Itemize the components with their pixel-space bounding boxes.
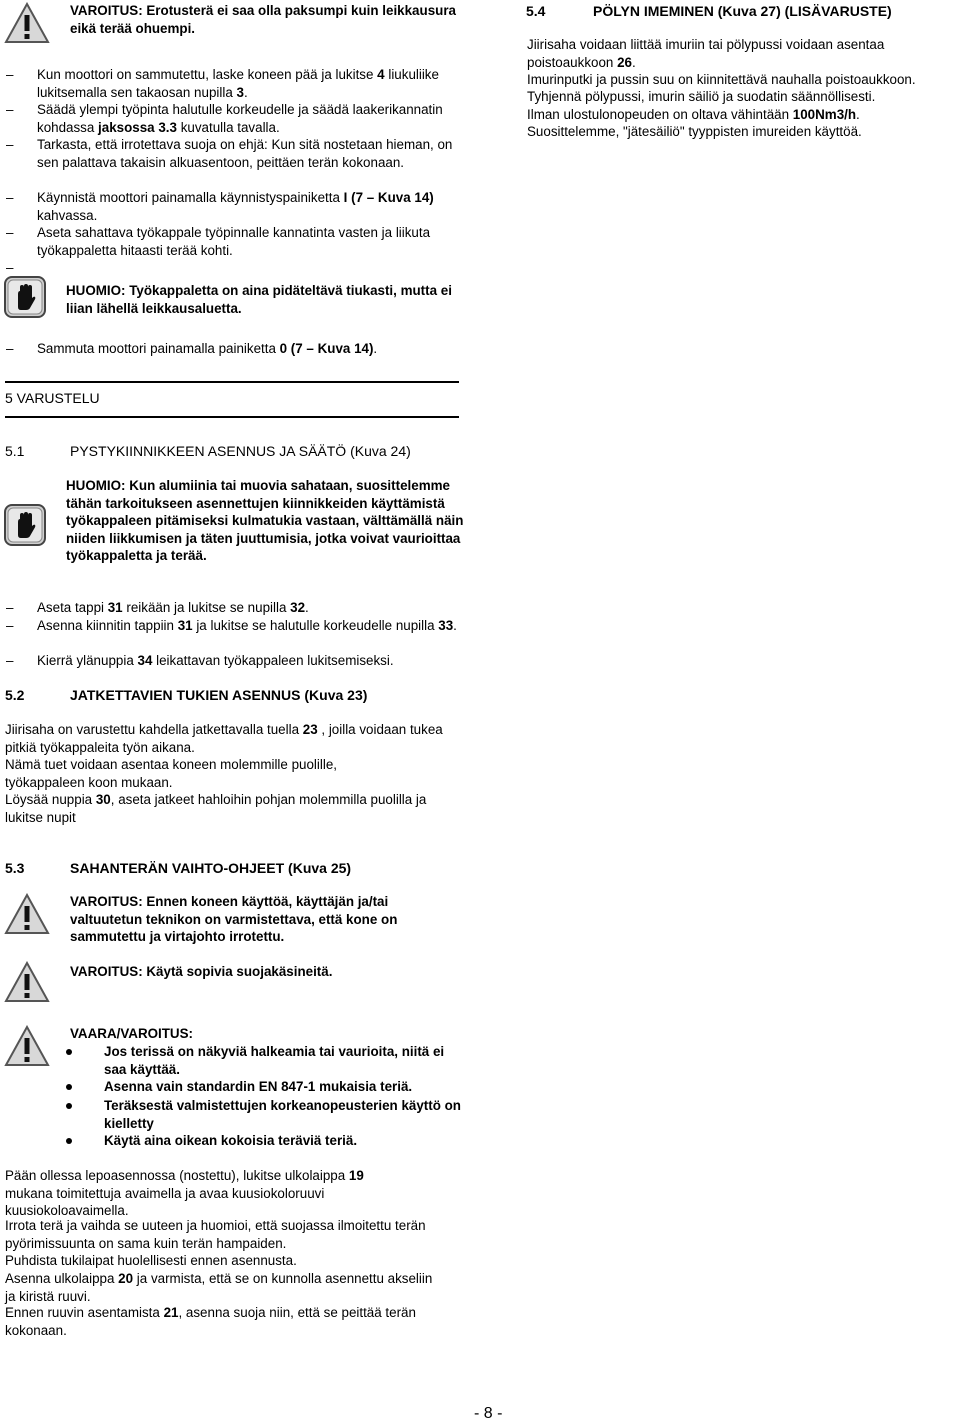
warning-triangle-icon — [4, 893, 50, 935]
paragraph: Pään ollessa lepoasennossa (nostettu), lukitse ulkolaippa 19 mukana toimitettuja avaimella ja avaa kuusiokoloruuvi kuusiokoloavaimella. — [5, 1168, 364, 1218]
paragraph: Ilman ulostulonopeuden on oltava vähintään 100Nm3/h. — [527, 107, 860, 122]
section-number: 5.3 — [5, 860, 25, 876]
warning-text: VAROITUS: Ennen koneen käyttöä, käyttäjän ja/tai valtuutetun teknikon on varmistettava, että kone on sammutettu ja virtajohto irrotettu. — [70, 894, 398, 944]
paragraph: Jiirisaha voidaan liittää imuriin tai pölypussi voidaan asentaa poistoaukkoon 26. — [527, 37, 885, 70]
paragraph: Ennen ruuvin asentamista 21, asenna suoja niin, että se peittää terän kokonaan. — [5, 1305, 416, 1338]
section-title: PÖLYN IMEMINEN (Kuva 27) (LISÄVARUSTE) — [593, 3, 892, 19]
bullet-icon — [66, 1103, 72, 1109]
warning-text: VAROITUS: Erotusterä ei saa olla paksumpi kuin leikkausura eikä terää ohuempi. — [70, 3, 456, 36]
stop-hand-icon — [4, 504, 46, 546]
note-text: HUOMIO: Kun alumiinia tai muovia sahataan, suosittelemme tähän tarkoitukseen asennettujen kiinnikkeiden käyttämistä työkappaleen pitämiseksi kulmatukia vastaan, välttämällä näin niiden liikkumisen ja täten juuttumisia, jotka voivat vaurioittaa työkappaletta ja terää. — [66, 478, 464, 563]
bullet-icon — [66, 1138, 72, 1144]
paragraph: Jiirisaha on varustettu kahdella jatkettavalla tuella 23 , joilla voidaan tukea pitkiä työkappaleita työn aikana. — [5, 722, 443, 755]
section-title: PYSTYKIINNIKKEEN ASENNUS JA SÄÄTÖ (Kuva 24) — [70, 443, 411, 459]
warning-title: VAARA/VAROITUS: — [70, 1026, 193, 1041]
warning-triangle-icon — [4, 2, 50, 44]
section-number: 5.4 — [526, 3, 546, 19]
paragraph: Imurinputki ja pussin suu on kiinnitettävä nauhalla poistoaukkoon. — [527, 72, 916, 87]
divider — [5, 381, 459, 383]
chapter-title: 5 VARUSTELU — [5, 390, 100, 406]
paragraph: Löysää nuppia 30, aseta jatkeet hahloihin pohjan molemmilla puolilla ja lukitse nupit — [5, 792, 427, 825]
stop-hand-icon — [4, 276, 46, 318]
bullet-icon — [66, 1049, 72, 1055]
paragraph: Nämä tuet voidaan asentaa koneen molemmille puolille, työkappaleen koon mukaan. — [5, 757, 337, 790]
section-title: SAHANTERÄN VAIHTO-OHJEET (Kuva 25) — [70, 860, 352, 876]
divider — [5, 416, 459, 418]
warning-triangle-icon — [4, 1025, 50, 1067]
section-title: JATKETTAVIEN TUKIEN ASENNUS (Kuva 23) — [70, 687, 368, 703]
page-number: - 8 - — [474, 1405, 503, 1422]
paragraph: Tyhjennä pölypussi, imurin säiliö ja suodatin säännöllisesti. — [527, 89, 876, 104]
warning-text: VAROITUS: Käytä sopivia suojakäsineitä. — [70, 964, 333, 979]
paragraph: Irrota terä ja vaihda se uuteen ja huomioi, että suojassa ilmoitettu terän pyörimissuunta on sama kuin terän hampaiden. — [5, 1218, 426, 1251]
paragraph: Suosittelemme, "jätesäiliö" tyyppisten imureiden käyttöä. — [527, 124, 862, 139]
section-number: 5.1 — [5, 443, 25, 459]
paragraph: Asenna ulkolaippa 20 ja varmista, että se on kunnolla asennettu akseliin ja kiristä ruuvi. — [5, 1271, 433, 1304]
section-number: 5.2 — [5, 687, 25, 703]
bullet-icon — [66, 1084, 72, 1090]
note-text: HUOMIO: Työkappaletta on aina pidäteltävä tiukasti, mutta ei liian lähellä leikkausaluetta. — [66, 283, 452, 316]
paragraph: Puhdista tukilaipat huolellisesti ennen asennusta. — [5, 1253, 297, 1268]
warning-triangle-icon — [4, 961, 50, 1003]
